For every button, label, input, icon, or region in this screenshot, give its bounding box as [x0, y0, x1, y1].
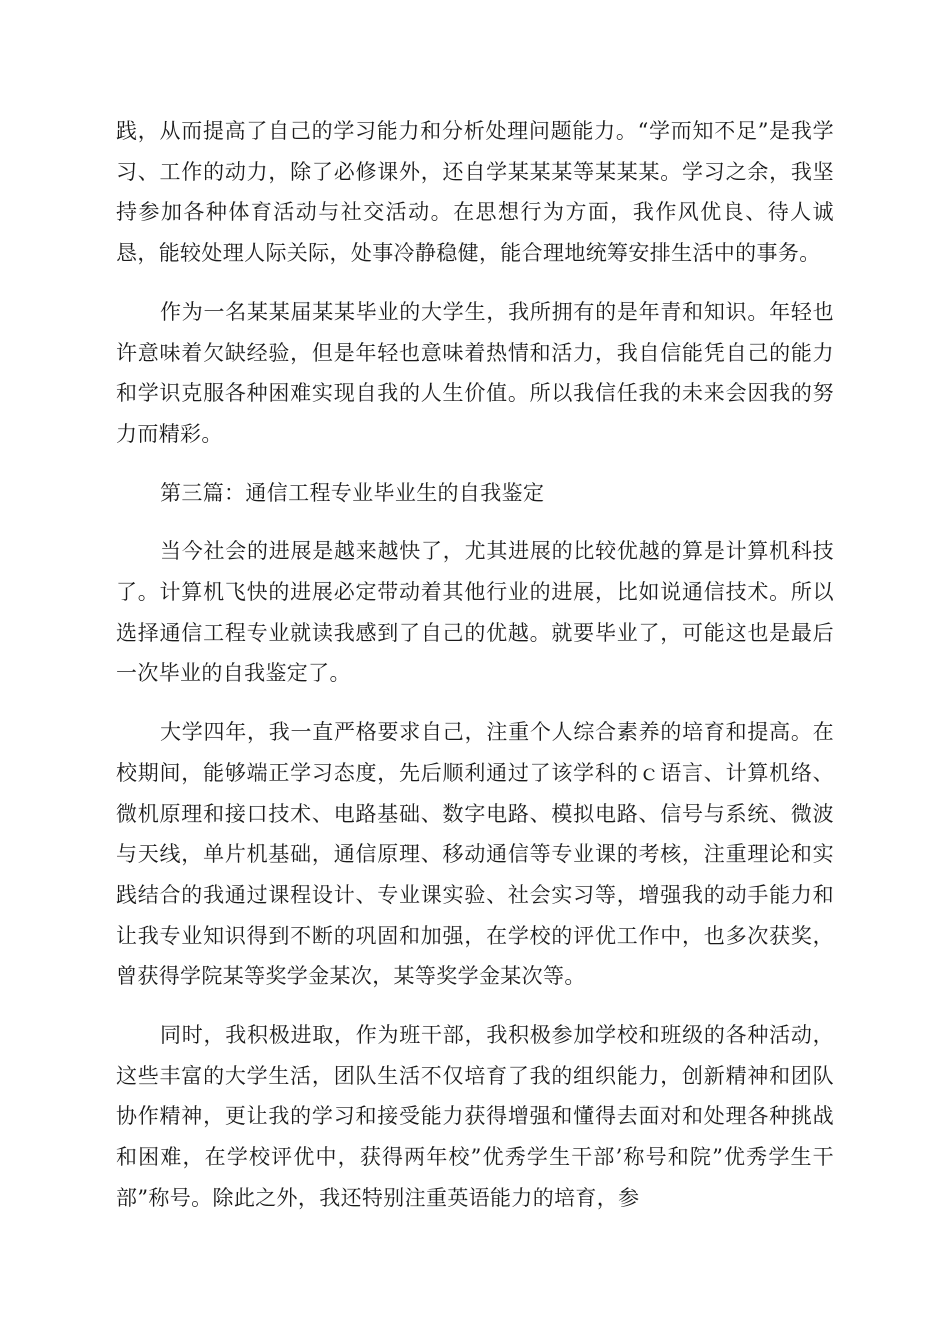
document-body	[116, 111, 834, 1237]
paragraph-1: 践，从而提高了自己的学习能力和分析处理问题能力。“学而知不足”是我学习、工作的动力，除了必修课外，还自学某某某等某某某。学习之余，我坚持参加各种体育活动与社交活动。在思想行为方面，我作风优良、待人诚恳，能较处理人际关际，处事冷静稳健，能合理地统筹安排生活中的事务。	[116, 119, 834, 266]
paragraph-2: 作为一名某某届某某毕业的大学生，我所拥有的是年青和知识。年轻也许意味着欠缺经验，但是年轻也意味着热情和活力，我自信能凭自己的能力和学识克服各种困难实现自我的人生价值。所以我信任我的未来会因我的努力而精彩。	[116, 299, 834, 446]
paragraph-6: 同时，我积极进取，作为班干部，我积极参加学校和班级的各种活动，这些丰富的大学生活，团队生活不仅培育了我的组织能力，创新精神和团队协作精神，更让我的学习和接受能力获得增强和懂得去面对和处理各种挑战和困难，在学校评优中，获得两年校”优秀学生干部’称号和院”优秀学生干部”称号。除此之外，我还特别注重英语能力的培育，参	[116, 1023, 834, 1210]
paragraph-4: 当今社会的进展是越来越快了，尤其进展的比较优越的算是计算机科技了。计算机飞快的进展必定带动着其他行业的进展，比如说通信技术。所以选择通信工程专业就读我感到了自己的优越。就要毕业了，可能这也是最后一次毕业的自我鉴定了。	[116, 539, 834, 686]
paragraph-5: 大学四年，我一直严格要求自己，注重个人综合素养的培育和提高。在校期间，能够端正学习态度，先后顺利通过了该学科的ｃ语言、计算机络、微机原理和接口技术、电路基础、数字电路、模拟电路、信号与系统、微波与天线，单片机基础，通信原理、移动通信等专业课的考核，注重理论和实践结合的我通过课程设计、专业课实验、社会实习等，增强我的动手能力和让我专业知识得到不断的巩固和加强，在学校的评优工作中，也多次获奖，曾获得学院某等奖学金某次，某等奖学金某次等。	[116, 720, 834, 989]
section-heading: 第三篇：通信工程专业毕业生的自我鉴定	[160, 480, 545, 505]
